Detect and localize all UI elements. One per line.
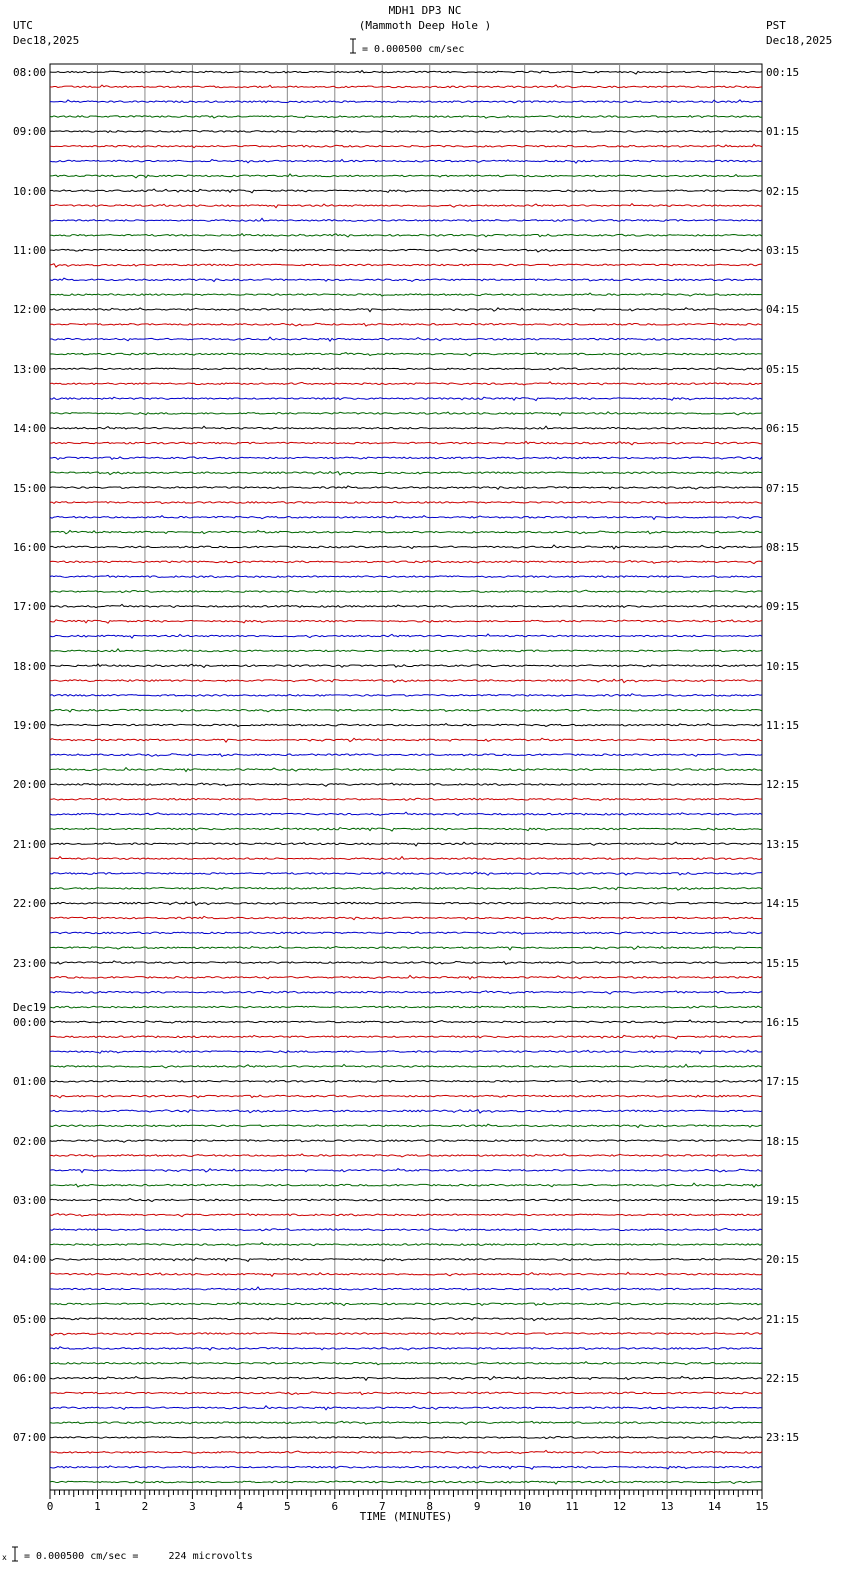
x-tick-label: 9	[473, 1500, 481, 1513]
seismic-trace	[50, 160, 762, 164]
seismic-trace	[50, 100, 762, 103]
seismic-trace	[50, 397, 762, 400]
utc-hour-label: 12:00	[13, 303, 47, 317]
seismic-trace	[50, 1080, 762, 1082]
seismic-trace	[50, 457, 762, 460]
seismic-trace	[50, 1064, 762, 1068]
seismic-trace	[50, 664, 762, 667]
seismic-trace	[50, 144, 762, 147]
seismic-trace	[50, 368, 762, 370]
utc-hour-label: 03:00	[13, 1194, 47, 1207]
utc-hour-label: 23:00	[13, 956, 47, 970]
utc-hour-label: 13:00	[13, 362, 47, 376]
seismic-trace	[50, 116, 762, 119]
pst-hour-label: 08:15	[766, 540, 800, 554]
seismic-trace	[50, 486, 762, 489]
seismic-trace	[50, 798, 762, 800]
seismic-trace	[50, 975, 762, 979]
seismic-trace	[50, 709, 762, 711]
pst-hour-label: 06:15	[766, 422, 800, 436]
right-date-label: Dec18,2025	[766, 34, 833, 47]
seismic-trace	[50, 412, 762, 416]
seismic-trace	[50, 1450, 762, 1453]
utc-hour-label: 02:00	[13, 1134, 47, 1148]
seismic-trace	[50, 1392, 762, 1395]
seismic-trace	[50, 1035, 762, 1038]
scale-text: = 0.000500 cm/sec	[362, 44, 465, 55]
seismic-trace	[50, 441, 762, 444]
seismic-trace	[50, 1243, 762, 1246]
seismic-trace	[50, 872, 762, 875]
x-tick-label: 8	[426, 1500, 434, 1513]
pst-hour-label: 01:15	[766, 125, 800, 139]
utc-hour-label: 20:00	[13, 778, 47, 792]
seismic-trace	[50, 1169, 762, 1173]
footer-scale-text: = 0.000500 cm/sec = 224 microvolts	[24, 1551, 253, 1562]
utc-hour-label: 00:00	[13, 1015, 47, 1029]
utc-hour-label: 18:00	[13, 659, 47, 673]
seismic-trace	[50, 234, 762, 237]
x-tick-label: 11	[565, 1500, 579, 1513]
seismic-trace	[50, 1287, 762, 1290]
utc-hour-label: 10:00	[13, 184, 47, 198]
seismic-trace	[50, 887, 762, 890]
seismic-trace	[50, 679, 762, 682]
utc-hour-label: 11:00	[13, 244, 47, 258]
seismic-trace	[50, 812, 762, 815]
x-tick-label: 1	[94, 1500, 101, 1513]
seismic-trace	[50, 931, 762, 934]
seismic-trace	[50, 1466, 762, 1469]
seismic-trace	[50, 530, 762, 533]
seismic-trace	[50, 1124, 762, 1127]
utc-hour-label: 04:00	[13, 1253, 47, 1267]
seismic-trace	[50, 1480, 762, 1484]
station-site: (Mammoth Deep Hole )	[358, 19, 492, 32]
right-zone-label: PST	[766, 19, 786, 32]
utc-hour-label: 07:00	[13, 1431, 47, 1445]
seismic-trace	[50, 1436, 762, 1438]
seismic-trace	[50, 1110, 762, 1113]
utc-hour-label: 06:00	[13, 1372, 47, 1386]
x-tick-label: 10	[518, 1500, 532, 1513]
seismic-trace	[50, 382, 762, 385]
pst-hour-label: 17:15	[766, 1075, 800, 1089]
seismic-trace	[50, 337, 762, 341]
utc-hour-label: 09:00	[13, 125, 47, 139]
utc-hour-label: 14:00	[13, 422, 47, 436]
seismic-trace	[50, 218, 762, 221]
pst-hour-label: 22:15	[766, 1372, 800, 1386]
seismic-trace	[50, 1213, 762, 1216]
seismic-trace	[50, 1272, 762, 1276]
pst-hour-label: 05:15	[766, 362, 800, 376]
seismic-trace	[50, 174, 762, 178]
seismic-trace	[50, 1421, 762, 1424]
x-tick-label: 7	[378, 1500, 386, 1513]
seismic-trace	[50, 560, 762, 563]
seismic-trace	[50, 85, 762, 88]
seismic-trace	[50, 204, 762, 208]
seismic-trace	[50, 754, 762, 757]
seismic-trace	[50, 1050, 762, 1054]
utc-hour-label: 16:00	[13, 540, 47, 554]
pst-hour-label: 12:15	[766, 778, 800, 792]
pst-hour-label: 04:15	[766, 303, 800, 317]
seismic-trace	[50, 516, 762, 520]
seismic-trace	[50, 472, 762, 475]
pst-hour-label: 09:15	[766, 600, 800, 614]
x-tick-label: 4	[236, 1500, 244, 1513]
seismic-trace	[50, 649, 762, 652]
seismic-trace	[50, 916, 762, 919]
seismic-trace	[50, 783, 762, 786]
x-tick-label: 15	[755, 1500, 769, 1513]
seismic-trace	[50, 1198, 762, 1201]
seismic-trace	[50, 620, 762, 623]
left-date-label: Dec18,2025	[13, 34, 80, 47]
seismic-trace	[50, 1154, 762, 1157]
seismic-trace	[50, 768, 762, 772]
seismic-trace	[50, 634, 762, 638]
seismic-trace	[50, 694, 762, 697]
seismic-trace	[50, 842, 762, 846]
utc-hour-label: 15:00	[13, 481, 47, 495]
seismic-trace	[50, 1302, 762, 1305]
pst-hour-label: 15:15	[766, 956, 800, 970]
pst-hour-label: 10:15	[766, 659, 800, 673]
utc-hour-label: 08:00	[13, 66, 47, 79]
seismic-trace	[50, 590, 762, 593]
seismic-trace	[50, 857, 762, 860]
seismic-trace	[50, 961, 762, 964]
seismic-trace	[50, 71, 762, 75]
seismic-trace	[50, 1140, 762, 1142]
seismic-trace	[50, 1020, 762, 1023]
pst-hour-label: 21:15	[766, 1312, 800, 1326]
x-tick-label: 13	[660, 1500, 674, 1513]
seismic-trace	[50, 1006, 762, 1008]
pst-hour-label: 16:15	[766, 1015, 800, 1029]
utc-hour-label: 19:00	[13, 719, 47, 733]
pst-hour-label: 11:15	[766, 719, 800, 733]
seismic-trace	[50, 946, 762, 950]
utc-hour-label: 22:00	[13, 897, 47, 911]
pst-hour-label: 03:15	[766, 244, 800, 258]
pst-hour-label: 23:15	[766, 1431, 800, 1445]
plot-frame	[50, 64, 762, 1490]
x-tick-label: 6	[331, 1500, 339, 1513]
utc-date-label: Dec19	[13, 1000, 47, 1014]
seismic-trace	[50, 1347, 762, 1350]
pst-hour-label: 02:15	[766, 184, 800, 198]
seismic-trace	[50, 902, 762, 905]
pst-hour-label: 14:15	[766, 897, 800, 911]
x-tick-label: 0	[46, 1500, 54, 1513]
seismic-trace	[50, 1376, 762, 1380]
seismic-trace	[50, 575, 762, 577]
seismic-trace	[50, 353, 762, 356]
seismic-trace	[50, 738, 762, 742]
x-tick-label: 2	[141, 1500, 149, 1513]
left-zone-label: UTC	[13, 19, 33, 32]
utc-hour-label: 21:00	[13, 837, 47, 851]
seismic-trace	[50, 991, 762, 994]
station-title: MDH1 DP3 NC	[388, 4, 462, 17]
seismic-trace	[50, 189, 762, 193]
seismic-trace	[50, 828, 762, 831]
pst-hour-label: 18:15	[766, 1134, 800, 1148]
pst-hour-label: 07:15	[766, 481, 800, 495]
pst-hour-label: 20:15	[766, 1253, 800, 1267]
seismic-trace	[50, 308, 762, 312]
seismic-trace	[50, 1362, 762, 1365]
seismic-trace	[50, 293, 762, 296]
x-tick-label: 12	[612, 1500, 627, 1513]
seismic-trace	[50, 1228, 762, 1231]
seismic-trace	[50, 426, 762, 429]
utc-hour-label: 17:00	[13, 600, 47, 614]
seismic-trace	[50, 545, 762, 549]
x-tick-label: 14	[707, 1500, 722, 1513]
footer-scale-bar-icon	[10, 1546, 20, 1562]
x-tick-label: 5	[284, 1500, 291, 1513]
footer-mark: x	[2, 1553, 7, 1562]
seismic-trace	[50, 502, 762, 504]
utc-hour-label: 05:00	[13, 1312, 47, 1326]
pst-hour-label: 00:15	[766, 66, 800, 79]
x-tick-label: 3	[189, 1500, 196, 1513]
utc-hour-label: 01:00	[13, 1075, 47, 1089]
seismic-trace	[50, 264, 762, 267]
seismic-trace	[50, 1095, 762, 1098]
seismic-trace	[50, 323, 762, 326]
seismic-trace	[50, 1258, 762, 1261]
pst-hour-label: 19:15	[766, 1194, 800, 1207]
seismic-trace	[50, 604, 762, 607]
seismic-trace	[50, 131, 762, 133]
seismic-trace	[50, 1318, 762, 1321]
seismic-trace	[50, 1183, 762, 1187]
seismic-trace	[50, 249, 762, 252]
seismic-trace	[50, 278, 762, 281]
pst-hour-label: 13:15	[766, 837, 800, 851]
seismic-trace	[50, 723, 762, 726]
seismic-trace	[50, 1406, 762, 1410]
seismic-trace	[50, 1333, 762, 1336]
x-axis-label: TIME (MINUTES)	[359, 1510, 453, 1523]
